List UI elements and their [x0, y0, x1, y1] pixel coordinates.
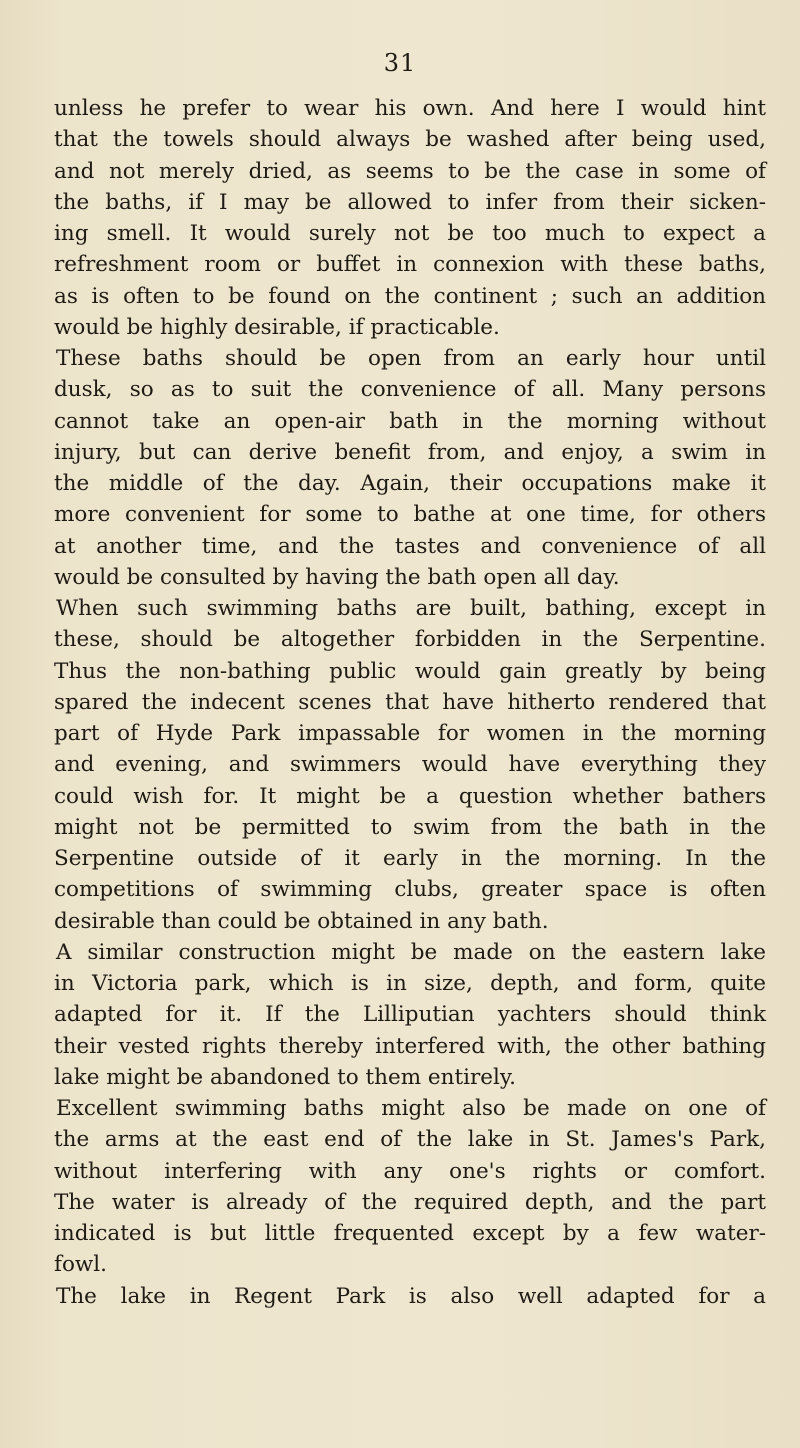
text-line: would be consulted by having the bath open all day.	[54, 564, 620, 590]
text-line: Serpentine outside of it early in the morning. In the	[54, 846, 766, 871]
text-line: unless he prefer to wear his own. And here I would hint	[54, 96, 766, 121]
text-line: desirable than could be obtained in any bath.	[54, 908, 549, 934]
text-line: and not merely dried, as seems to be the case in some of	[54, 158, 766, 184]
text-line: the arms at the east end of the lake in St. James's Park,	[54, 1127, 766, 1153]
text-line: and evening, and swimmers would have everything they	[54, 752, 766, 778]
text-line: adapted for it. If the Lilliputian yachters should think	[54, 1002, 766, 1028]
text-line: that the towels should always be washed after being used,	[54, 127, 766, 153]
text-line: the baths, if I may be allowed to infer from their sicken-	[54, 189, 766, 215]
text-line: would be highly desirable, if practicable.	[54, 314, 500, 340]
text-line: more convenient for some to bathe at one time, for others	[54, 502, 766, 528]
text-line: ing smell. It would surely not be too much to expect a	[54, 221, 766, 246]
body-text	[54, 93, 766, 1312]
text-line: refreshment room or buffet in connexion with these baths,	[54, 252, 766, 278]
text-line: at another time, and the tastes and convenience of all	[54, 533, 766, 559]
text-line: their vested rights thereby interfered with, the other bathing	[54, 1033, 766, 1059]
text-line: the middle of the day. Again, their occupations make it	[54, 471, 766, 496]
page-number: 31	[383, 49, 417, 77]
text-line: The water is already of the required depth, and the part	[54, 1189, 766, 1215]
text-line: in Victoria park, which is in size, depth, and form, quite	[54, 971, 766, 996]
text-line: part of Hyde Park impassable for women in the morning	[54, 721, 766, 746]
text-line: cannot take an open-air bath in the morning without	[54, 408, 766, 434]
text-line: Excellent swimming baths might also be made on one of	[56, 1096, 766, 1121]
text-line: The lake in Regent Park is also well adapted for a	[56, 1283, 766, 1309]
text-line: spared the indecent scenes that have hitherto rendered that	[54, 689, 766, 715]
text-line: as is often to be found on the continent ; such an addition	[54, 283, 766, 309]
text-line: without interfering with any one's rights or comfort.	[54, 1158, 766, 1184]
text-line: dusk, so as to suit the convenience of all. Many persons	[54, 377, 766, 403]
text-line: indicated is but little frequented except by a few water-	[54, 1221, 766, 1246]
text-line: injury, but can derive benefit from, and enjoy, a swim in	[54, 439, 766, 465]
text-line: could wish for. It might be a question whether bathers	[54, 783, 766, 809]
text-line: A similar construction might be made on the eastern lake	[56, 939, 766, 965]
text-line: When such swimming baths are built, bathing, except in	[56, 596, 766, 621]
text-line: these, should be altogether forbidden in the Serpentine.	[54, 627, 766, 653]
text-line: These baths should be open from an early hour until	[56, 346, 766, 371]
text-line: fowl.	[54, 1252, 108, 1278]
text-line: lake might be abandoned to them entirely.	[54, 1064, 517, 1090]
text-line: might not be permitted to swim from the bath in the	[54, 814, 766, 840]
text-line: competitions of swimming clubs, greater space is often	[54, 877, 766, 903]
text-line: Thus the non-bathing public would gain greatly by being	[54, 658, 766, 684]
